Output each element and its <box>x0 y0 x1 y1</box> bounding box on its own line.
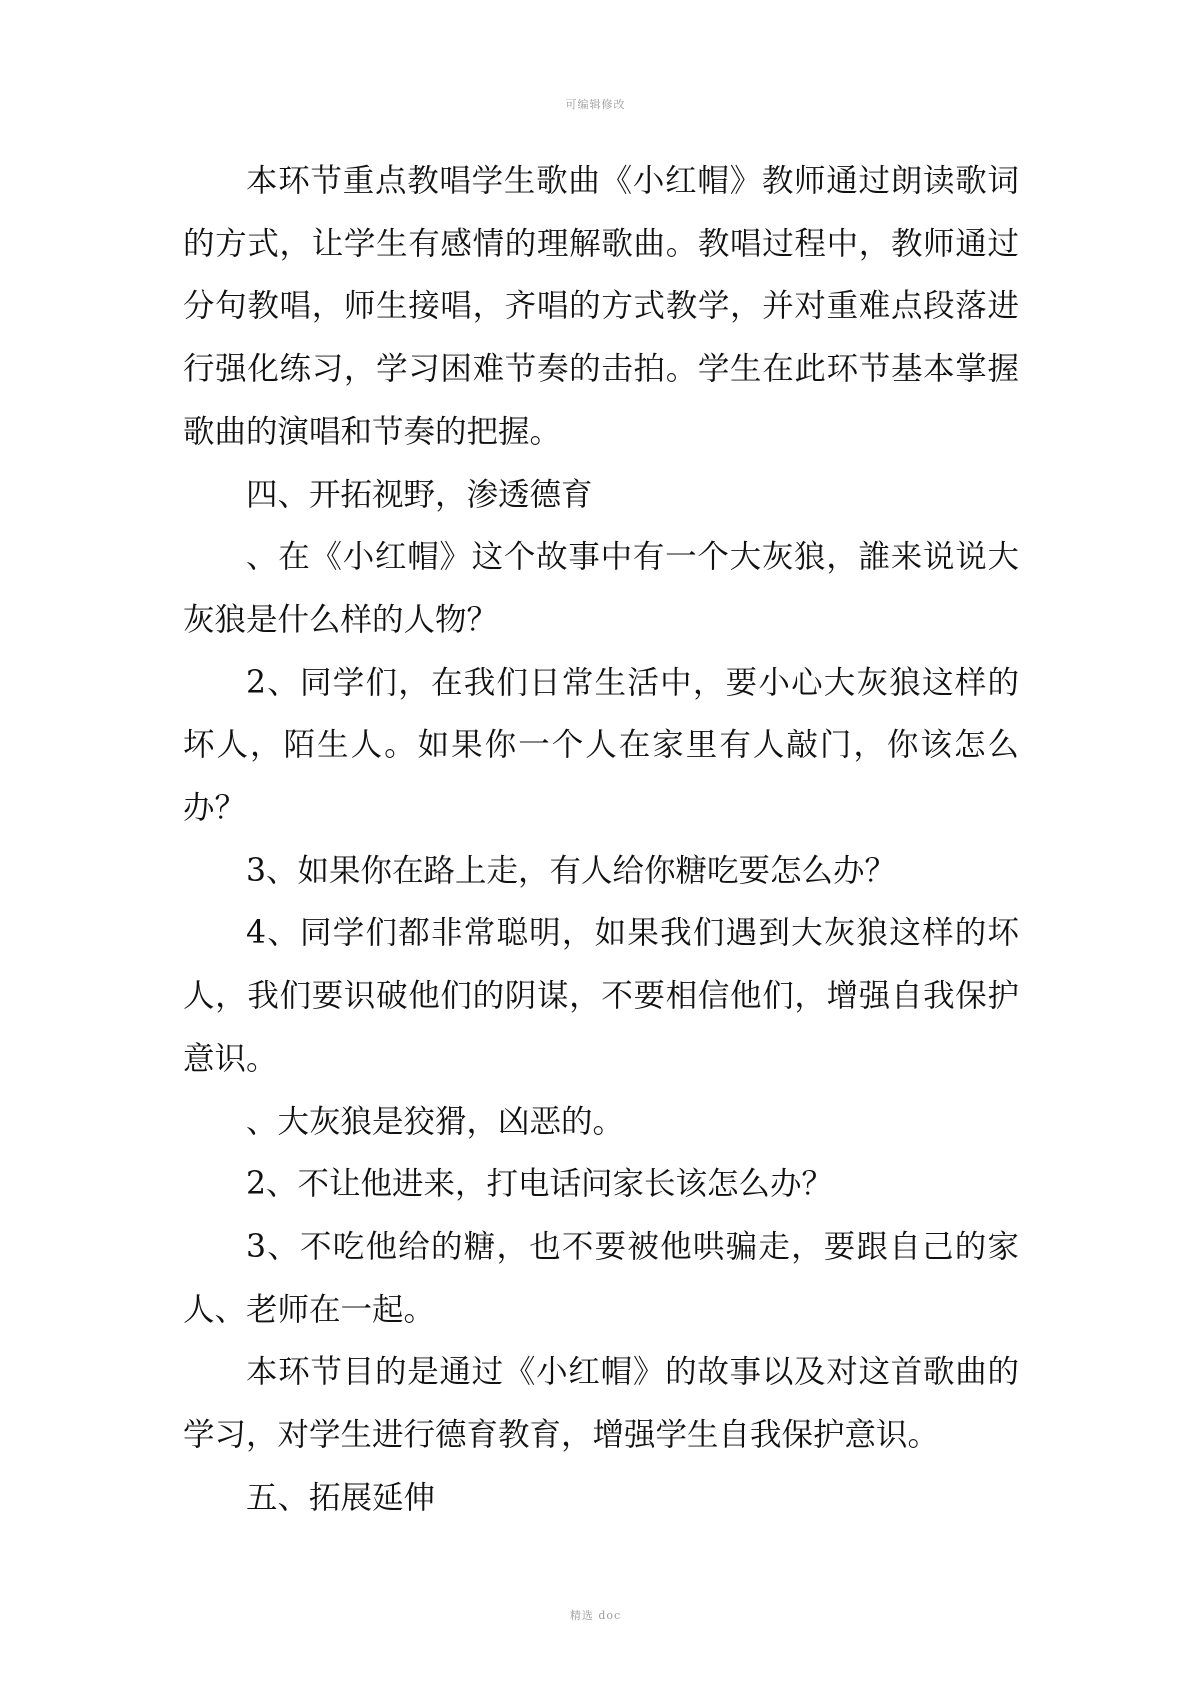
answer-3: 3、不吃他给的糖，也不要被他哄骗走，要跟自己的家人、老师在一起。 <box>183 1228 1019 1328</box>
section-heading-4: 四、开拓视野，渗透德育 <box>246 476 593 513</box>
section-heading-5: 五、拓展延伸 <box>246 1479 436 1516</box>
page-header: 可编辑修改 <box>565 98 626 111</box>
answer-2: 2、不让他进来，打电话问家长该怎么办？ <box>246 1166 834 1203</box>
question-1: 、在《小红帽》这个故事中有一个大灰狼，誰来说说大灰狼是什么样的人物？ <box>183 539 1019 638</box>
question-4: 4、同学们都非常聪明，如果我们遇到大灰狼这样的坏人，我们要识破他们的阴谋，不要相信他们，增强自我保护意识。 <box>183 915 1019 1077</box>
paragraph-moral-summary: 本环节目的是通过《小红帽》的故事以及对这首歌曲的学习，对学生进行德育教育，增强学生自我保护意识。 <box>183 1354 1019 1454</box>
question-3: 3、如果你在路上走，有人给你糖吃要怎么办？ <box>246 852 897 889</box>
document-body <box>183 150 1019 1529</box>
question-2: 2、同学们，在我们日常生活中，要小心大灰狼这样的坏人，陌生人。如果你一个人在家里有人敲门，你该怎么办？ <box>183 664 1019 827</box>
paragraph-teaching-summary: 本环节重点教唱学生歌曲《小红帽》教师通过朗读歌词的方式，让学生有感情的理解歌曲。教唱过程中，教师通过分句教唱，师生接唱，齐唱的方式教学，并对重难点段落进行强化练习，学习困难节奏的击拍。学生在此环节基本掌握歌曲的演唱和节奏的把握。 <box>183 163 1019 450</box>
page-footer: 精选 doc <box>569 1609 622 1622</box>
answer-1: 、大灰狼是狡猾，凶恶的。 <box>246 1103 625 1140</box>
